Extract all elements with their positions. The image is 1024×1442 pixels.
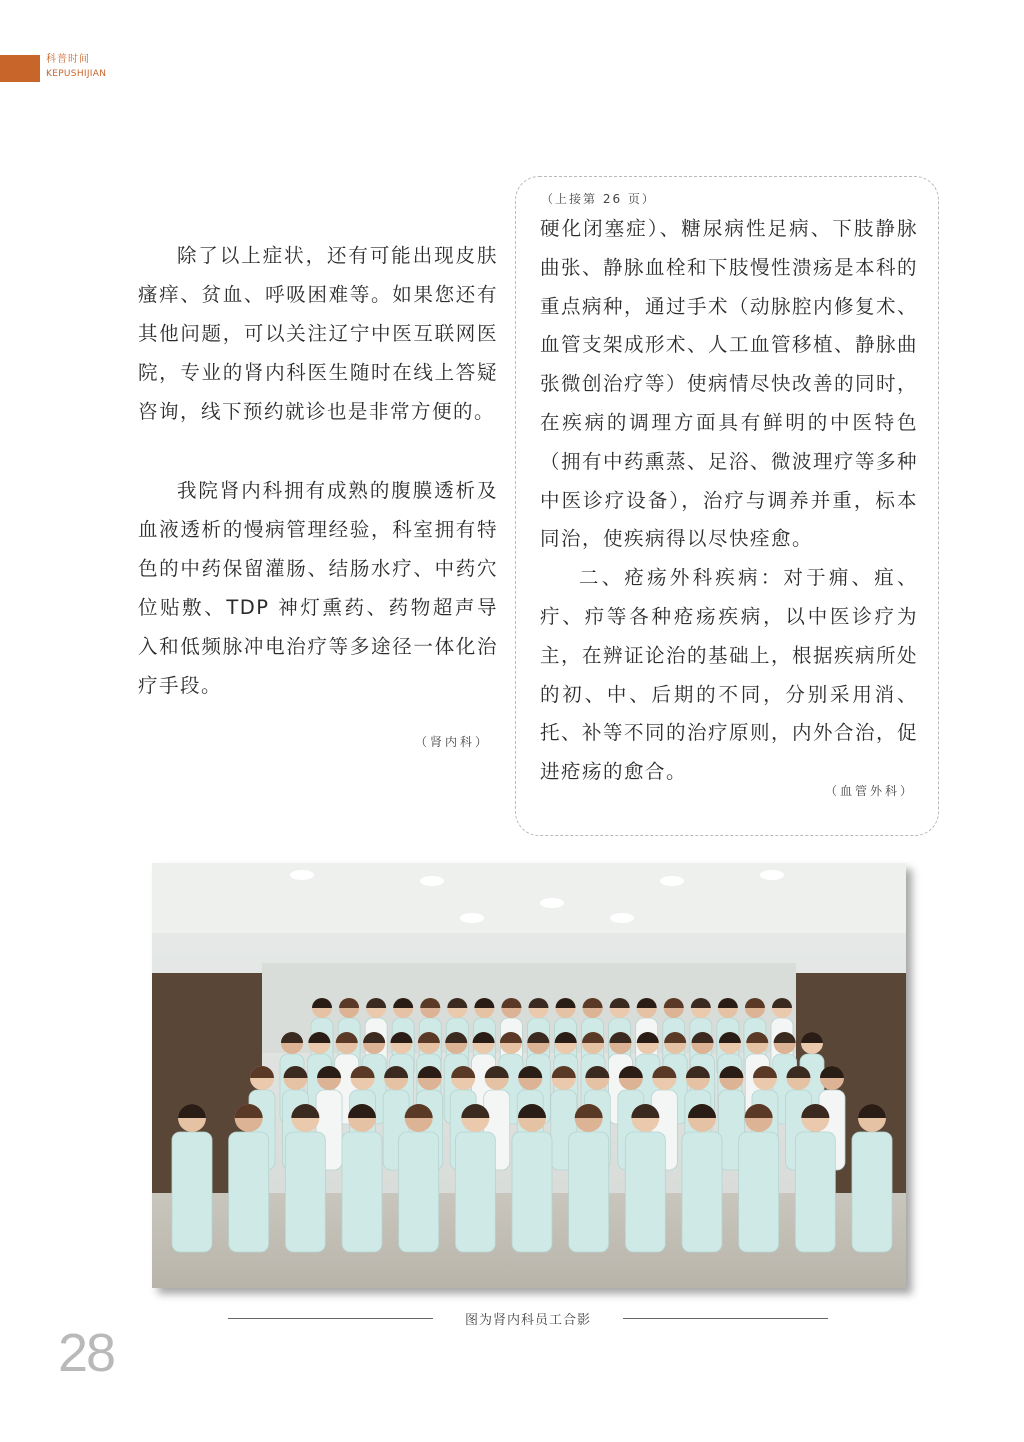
ceiling-light [760,870,784,880]
right-column [540,210,918,792]
section-title-en: KEPUSHIJIAN [46,69,107,79]
left-paragraph-1: 除了以上症状，还有可能出现皮肤瘙痒、贫血、呼吸困难等。如果您还有其他问题，可以关注辽宁中医互联网医院，专业的肾内科医生随时在线上答疑咨询，线下预约就诊也是非常方便的。 [138,244,498,423]
ceiling-light [540,898,564,908]
group-photo [152,863,906,1288]
right-paragraph-1: 硬化闭塞症）、糖尿病性足病、下肢静脉曲张、静脉血栓和下肢慢性溃疡是本科的重点病种，通过手术（动脉腔内修复术、血管支架成形术、人工血管移植、静脉曲张微创治疗等）使病情尽快改善的同时，在疾病的调理方面具有鲜明的中医特色（拥有中药熏蒸、足浴、微波理疗等多种中医诊疗设备），治疗与调养并重，标本同治，使疾病得以尽快痊愈。 [540,217,919,551]
ceiling-light [610,913,634,923]
section-title-cn: 科普时间 [46,54,90,65]
ceiling-light [660,876,684,886]
photo-caption-row [228,1309,828,1329]
section-color-bar [0,55,40,82]
group-photo-illustration [152,863,906,1288]
section-header [46,54,106,80]
ceiling-light [290,870,314,880]
left-paragraph-2: 我院肾内科拥有成熟的腹膜透析及血液透析的慢病管理经验，科室拥有特色的中药保留灌肠、结肠水疗、中药穴位贴敷、TDP 神灯熏药、药物超声导入和低频脉冲电治疗等多途径一体化治疗手段。 [138,479,498,697]
caption-divider-right [623,1318,828,1319]
right-paragraph-2: 二、疮疡外科疾病：对于痈、疽、疔、疖等各种疮疡疾病，以中医诊疗为主，在辨证论治的基础上，根据疾病所处的初、中、后期的不同，分别采用消、托、补等不同的治疗原则，内外合治，促进疮疡的愈合。 [540,566,919,784]
right-signature: （血管外科） [824,784,915,798]
left-column [138,236,498,705]
ceiling-light [420,876,444,886]
continued-note: （上接第 26 页） [541,192,656,206]
page-number: 28 [58,1323,115,1383]
ceiling-light [460,913,484,923]
left-signature: （肾内科） [414,735,490,749]
photo-caption: 图为肾内科员工合影 [464,1313,591,1328]
